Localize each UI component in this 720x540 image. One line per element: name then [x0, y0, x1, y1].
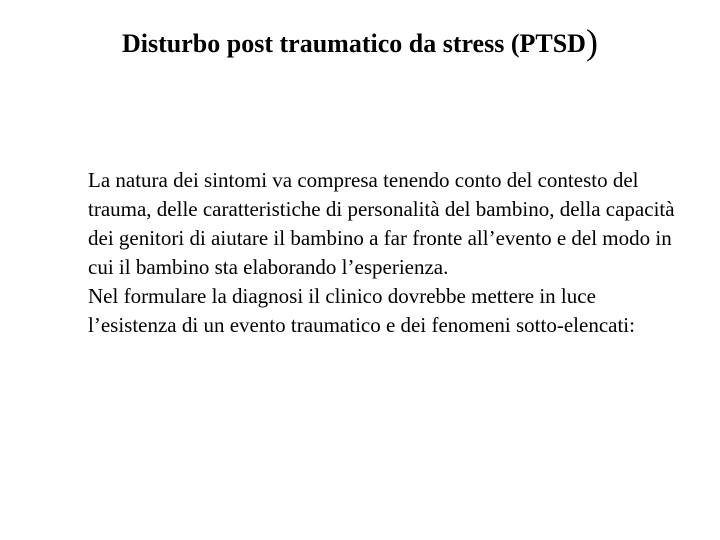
body-paragraph-context: La natura dei sintomi va compresa tenendo conto del contesto del trauma, delle caratteristiche di personalità del bambino, della capacità dei genitori di aiutare il bambino a far fronte all’evento e del modo in cui il bambino sta elaborando l’esperienza. — [88, 168, 675, 279]
slide-body — [88, 166, 688, 340]
slide-title-closing-paren: ) — [585, 22, 598, 62]
slide-title — [0, 20, 720, 66]
body-paragraph-diagnosis: Nel formulare la diagnosi il clinico dovrebbe mettere in luce l’esistenza di un evento traumatico e dei fenomeni sotto-elencati: — [88, 284, 635, 337]
slide-title-text: Disturbo post traumatico da stress (PTSD — [122, 29, 586, 58]
